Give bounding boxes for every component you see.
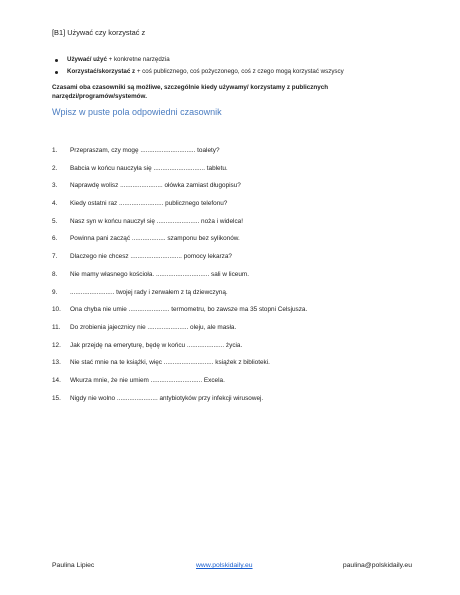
exercise-number: 5. — [52, 217, 58, 225]
exercise-sentence: Powinna pani zacząć ................... szamponu bez sylikonów. — [70, 235, 240, 243]
exercise-item — [52, 147, 432, 165]
exercise-sentence: ......................... twojej rady i zerwałem z tą dziewczyną. — [70, 288, 228, 296]
exercise-number: 14. — [52, 376, 61, 384]
exercise-number: 4. — [52, 200, 58, 208]
exercise-sentence: Nie stać mnie na te książki, więc ............................ książek z biblioteki. — [70, 359, 270, 367]
exercise-sentence: Do zrobienia jajecznicy nie ....................... oleju, ale masła. — [70, 323, 237, 331]
exercise-number: 15. — [52, 394, 61, 402]
exercise-item — [52, 271, 432, 289]
exercise-item — [52, 253, 432, 271]
bullet-icon — [55, 71, 58, 74]
exercise-item — [52, 306, 432, 324]
exercise-item — [52, 395, 432, 413]
exercise-number: 12. — [52, 341, 61, 349]
footer-author: Paulina Lipiec — [52, 562, 95, 569]
rule-verb: Korzystać/skorzystać z — [67, 68, 136, 75]
exercise-sentence: Nigdy nie wolno ....................... antybiotyków przy infekcji wirusowej. — [70, 394, 264, 402]
exercise-item — [52, 359, 432, 377]
footer-website-link[interactable]: www.polskidaily.eu — [196, 562, 253, 569]
rule-description: + coś publicznego, coś pożyczonego, coś z czego mogą korzystać wszyscy — [135, 68, 344, 75]
exercise-sentence: Nie mamy własnego kościoła. .............................. sali w liceum. — [70, 270, 249, 278]
exercise-number: 10. — [52, 306, 61, 314]
footer-email: paulina@polskidaily.eu — [342, 562, 412, 569]
exercise-number: 9. — [52, 288, 58, 296]
exercise-sentence: Kiedy ostatni raz ......................... publicznego telefonu? — [70, 200, 228, 208]
exercise-list — [52, 147, 432, 412]
exercise-number: 3. — [52, 182, 58, 190]
exercise-sentence: Naprawdę wolisz ........................ ołówka zamiast długopisu? — [70, 182, 241, 190]
exercise-sentence: Nasz syn w końcu nauczył się ........................ noża i widelca! — [70, 217, 243, 225]
exercise-sentence: Wkurza mnie, że nie umiem ............................. Excela. — [70, 376, 225, 384]
exercise-item — [52, 200, 432, 218]
exercise-sentence: Ona chyba nie umie ....................... termometru, bo zawsze ma 35 stopni Celsjusza. — [70, 306, 308, 314]
exercise-item — [52, 235, 432, 253]
exercise-number: 11. — [52, 323, 61, 331]
rule-description: + konkretne narzędzia — [106, 56, 170, 63]
exercise-sentence: Babcia w końcu nauczyła się ............................. tabletu. — [70, 164, 228, 172]
exercise-number: 8. — [52, 270, 58, 278]
rule-item — [52, 66, 432, 78]
exercise-number: 2. — [52, 164, 58, 172]
exercise-sentence: Dlaczego nie chcesz ............................. pomocy lekarza? — [70, 253, 232, 261]
usage-note: Czasami oba czasowniki są możliwe, szczególnie kiedy używamy/ korzystamy z publicznych narzędzi/programów/systemów. — [52, 84, 329, 100]
exercise-number: 13. — [52, 359, 61, 367]
exercise-sentence: Jak przejdę na emeryturę, będę w końcu ..................... życia. — [70, 341, 243, 349]
section-title: Wpisz w puste pola odpowiedni czasownik — [52, 107, 222, 117]
exercise-sentence: Przepraszam, czy mogę ............................... toalety? — [70, 147, 220, 154]
rule-verb: Używać/ użyć — [67, 56, 107, 63]
exercise-item — [52, 165, 432, 183]
exercise-item — [52, 182, 432, 200]
exercise-item — [52, 342, 432, 360]
page-header: [B1] Używać czy korzystać z — [52, 28, 146, 37]
exercise-item — [52, 289, 432, 307]
exercise-number: 7. — [52, 253, 58, 261]
rules-list — [52, 54, 432, 78]
exercise-item — [52, 324, 432, 342]
exercise-number: 6. — [52, 235, 58, 243]
exercise-item — [52, 218, 432, 236]
bullet-icon — [55, 59, 58, 62]
rule-item — [52, 54, 432, 66]
exercise-item — [52, 377, 432, 395]
exercise-number: 1. — [52, 147, 58, 154]
